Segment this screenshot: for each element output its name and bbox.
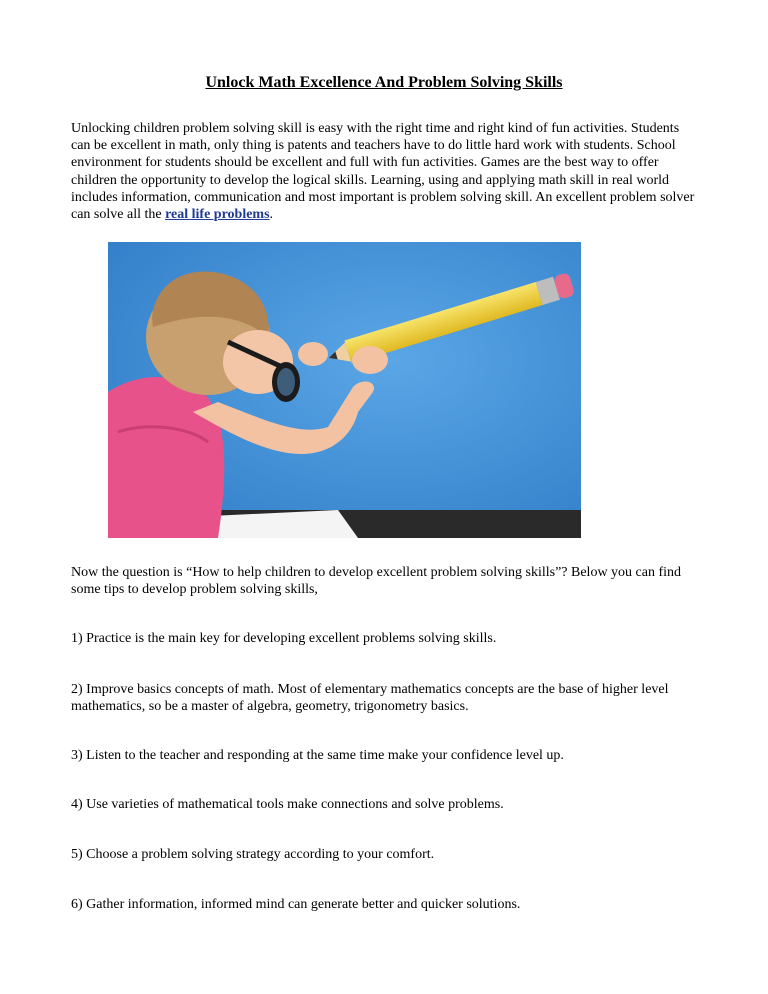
question-paragraph: Now the question is “How to help children to develop excellent problem solving skills”? Below you can find some tips to develop problem solving skills, [71, 565, 682, 598]
tip-item-1: 1) Practice is the main key for developing excellent problems solving skills. [71, 631, 497, 646]
girl-with-pencil-photo [108, 242, 581, 538]
intro-period: . [269, 207, 274, 223]
intro-paragraph [71, 120, 699, 223]
real-life-problems-link[interactable]: real life problems [165, 207, 270, 223]
intro-text: Unlocking children problem solving skill is easy with the right time and right kind of fun activities. Students can be excellent in math, only thing is patents and teachers have to do little hard work with students. School environment for students should be excellent and full with fun activities. Games are the best way to offer children the opportunity to develop the logical skills. Learning, using and applying math skill in real world includes information, communication and most important is problem solving skill. An excellent problem solver can solve all the [71, 121, 695, 223]
tip-item-2: 2) Improve basics concepts of math. Most of elementary mathematics concepts are the base of higher level mathematics, so be a master of algebra, geometry, trigonometry basics. [71, 682, 669, 715]
tip-item-3: 3) Listen to the teacher and responding at the same time make your confidence level up. [71, 748, 564, 763]
tip-item-6: 6) Gather information, informed mind can generate better and quicker solutions. [71, 897, 521, 912]
tip-item-5: 5) Choose a problem solving strategy according to your comfort. [71, 847, 435, 862]
tip-item-4: 4) Use varieties of mathematical tools make connections and solve problems. [71, 797, 504, 812]
document-title: Unlock Math Excellence And Problem Solving Skills [205, 74, 563, 91]
